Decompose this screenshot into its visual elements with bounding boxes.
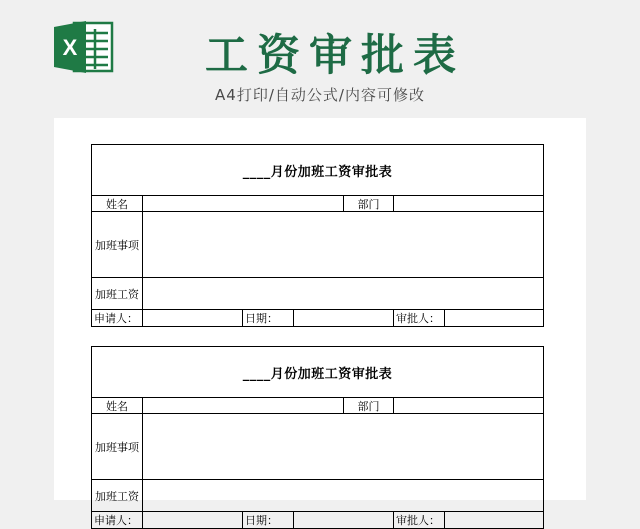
- signature-row: [92, 512, 543, 528]
- signature-row: [92, 310, 543, 326]
- date-field[interactable]: [294, 512, 394, 528]
- form-title: ____月份加班工资审批表: [242, 164, 393, 180]
- name-label: 姓名: [92, 398, 143, 413]
- applicant-label: 申请人：: [92, 310, 143, 326]
- name-label: 姓名: [92, 196, 143, 211]
- overtime-approval-form: [91, 144, 544, 327]
- overtime-pay-field[interactable]: [143, 480, 543, 511]
- applicant-field[interactable]: [143, 310, 243, 326]
- overtime-items-field[interactable]: [143, 212, 543, 277]
- overtime-approval-form: [91, 346, 544, 529]
- approver-label: 审批人：: [394, 512, 445, 528]
- name-field[interactable]: [143, 398, 344, 413]
- page-title: 工资审批表: [205, 31, 465, 81]
- date-label: 日期：: [243, 310, 294, 326]
- overtime-items-row: [92, 212, 543, 278]
- name-dept-row: [92, 398, 543, 414]
- page-subtitle: A4打印/自动公式/内容可修改: [215, 86, 425, 104]
- dept-label: 部门: [344, 196, 394, 211]
- overtime-pay-field[interactable]: [143, 278, 543, 309]
- excel-icon-letter: X: [62, 35, 78, 60]
- date-label: 日期：: [243, 512, 294, 528]
- document-sheet: [54, 118, 586, 527]
- overtime-pay-label: 加班工资: [92, 480, 143, 511]
- header-banner: [0, 0, 640, 118]
- applicant-label: 申请人：: [92, 512, 143, 528]
- applicant-field[interactable]: [143, 512, 243, 528]
- overtime-pay-label: 加班工资: [92, 278, 143, 309]
- date-field[interactable]: [294, 310, 394, 326]
- dept-field[interactable]: [394, 196, 543, 211]
- dept-label: 部门: [344, 398, 394, 413]
- overtime-pay-row: [92, 278, 543, 310]
- overtime-items-label: 加班事项: [92, 212, 143, 277]
- form-title-row: [92, 347, 543, 398]
- form-title-row: [92, 145, 543, 196]
- overtime-items-field[interactable]: [143, 414, 543, 479]
- overtime-items-label: 加班事项: [92, 414, 143, 479]
- overtime-pay-row: [92, 480, 543, 512]
- name-dept-row: [92, 196, 543, 212]
- approver-field[interactable]: [445, 310, 543, 326]
- name-field[interactable]: [143, 196, 344, 211]
- approver-field[interactable]: [445, 512, 543, 528]
- form-title: ____月份加班工资审批表: [242, 366, 393, 382]
- overtime-items-row: [92, 414, 543, 480]
- approver-label: 审批人：: [394, 310, 445, 326]
- dept-field[interactable]: [394, 398, 543, 413]
